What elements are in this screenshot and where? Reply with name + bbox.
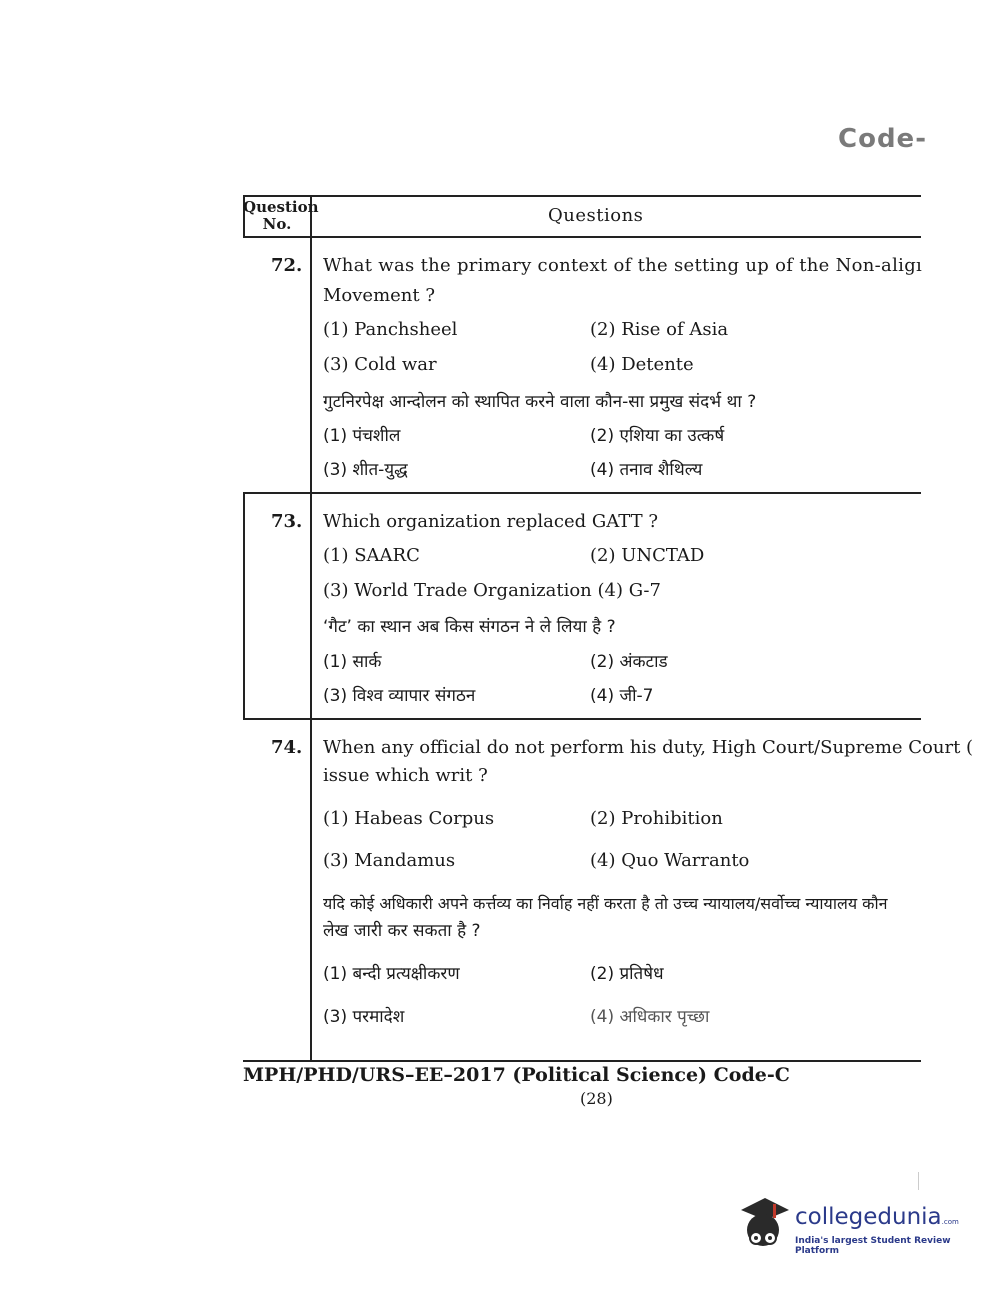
question-number: 73. [271, 511, 303, 532]
question-text-cont: issue which writ ? [323, 765, 488, 786]
hindi-option-1: (1) बन्दी प्रत्यक्षीकरण [323, 964, 460, 984]
hindi-option-3: (3) विश्व व्यापार संगठन [323, 686, 476, 706]
hindi-option-3: (3) परमादेश [323, 1007, 405, 1027]
question-text-hindi: गुटनिरपेक्ष आन्दोलन को स्थापित करने वाला कौन-सा प्रमुख संदर्भ था ? [323, 392, 757, 412]
question-text-hindi: यदि कोई अधिकारी अपने कर्त्तव्य का निर्वाह नहीं करता है तो उच्च न्यायालय/सर्वोच्च न्यायालय कौन [323, 894, 888, 913]
table-left-border-72 [243, 492, 245, 718]
option-2: (2) Prohibition [590, 808, 723, 829]
question-text-hindi-cont: लेख जारी कर सकता है ? [323, 921, 481, 941]
hindi-option-2: (2) अंकटाड [590, 652, 668, 672]
footer-paper-code: MPH/PHD/URS–EE–2017 (Political Science) Code-C [243, 1064, 790, 1086]
hindi-option-1: (1) पंचशील [323, 426, 401, 446]
option-3: (3) Mandamus [323, 850, 456, 871]
question-number: 72. [271, 255, 303, 276]
hindi-option-2: (2) प्रतिषेध [590, 964, 664, 984]
question-text-hindi: ‘गैट’ का स्थान अब किस संगठन ने ले लिया है ? [323, 617, 616, 637]
question-number: 74. [271, 737, 303, 758]
table-header-divider [243, 236, 921, 238]
hindi-option-3: (3) शीत-युद्ध [323, 460, 408, 480]
mascot-icon [733, 1196, 793, 1258]
hindi-option-2: (2) एशिया का उत्कर्ष [590, 426, 725, 446]
option-3-4: (3) World Trade Organization (4) G-7 [323, 580, 661, 601]
code-tag: Code- [838, 124, 927, 154]
logo-tagline: India's largest Student Review Platform [795, 1236, 951, 1256]
hindi-option-4: (4) जी-7 [590, 686, 654, 706]
page-number: (28) [580, 1089, 613, 1108]
row-divider-72-73 [243, 492, 921, 494]
collegedunia-logo [733, 1196, 963, 1258]
option-1: (1) Habeas Corpus [323, 808, 495, 829]
logo-wordmark: collegedunia.com [795, 1204, 959, 1230]
question-text: When any official do not perform his duty, High Court/Supreme Court ( [323, 737, 974, 758]
option-4: (4) Detente [590, 354, 694, 375]
hindi-option-1: (1) सार्क [323, 652, 382, 672]
scan-mark [918, 1172, 919, 1190]
hindi-option-4: (4) तनाव शैथिल्य [590, 460, 703, 480]
option-1: (1) SAARC [323, 545, 420, 566]
table-top-border [243, 195, 921, 197]
option-2: (2) UNCTAD [590, 545, 705, 566]
option-1: (1) Panchsheel [323, 319, 458, 340]
table-column-divider [310, 195, 312, 1061]
row-divider-73-74 [243, 718, 921, 720]
column-header-question-no: Question No. [243, 198, 319, 233]
column-header-questions: Questions [548, 205, 644, 226]
question-text: What was the primary context of the setting up of the Non-aligı [323, 255, 923, 276]
option-3: (3) Cold war [323, 354, 437, 375]
hindi-option-4: (4) अधिकार पृच्छा [590, 1007, 710, 1027]
option-2: (2) Rise of Asia [590, 319, 729, 340]
question-text: Which organization replaced GATT ? [323, 511, 659, 532]
table-bottom-border [243, 1060, 921, 1062]
question-text-cont: Movement ? [323, 285, 436, 306]
option-4: (4) Quo Warranto [590, 850, 750, 871]
